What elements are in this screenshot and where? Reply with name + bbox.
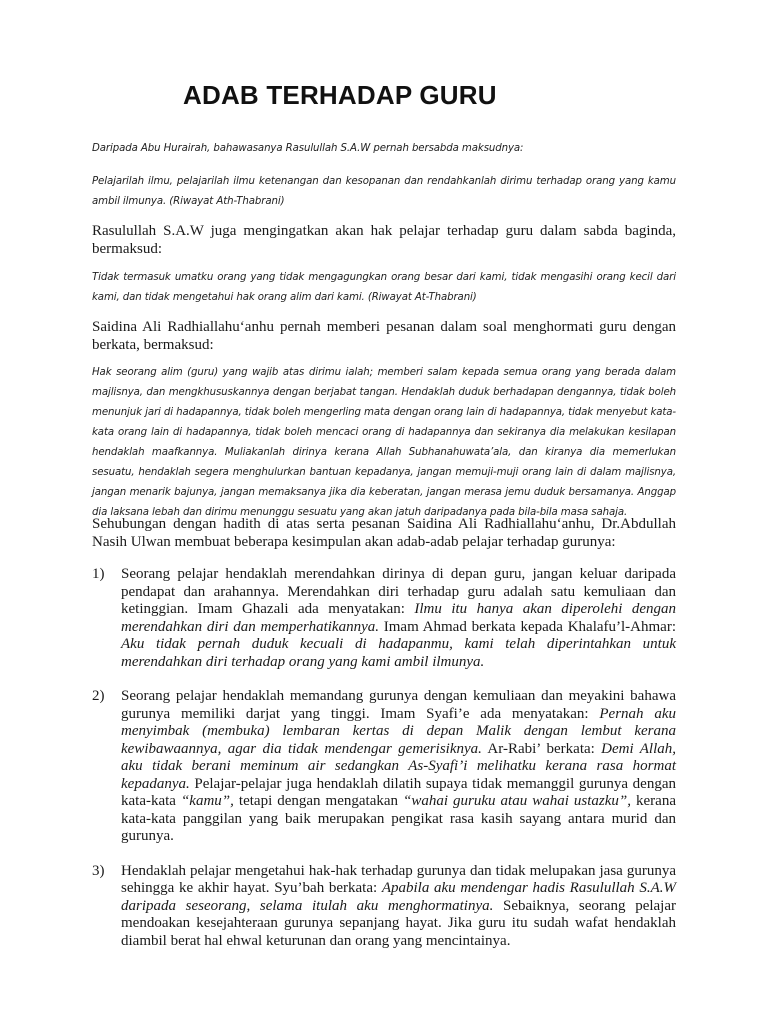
adab-points-list [92, 566, 676, 950]
list-item-text: Hendaklah pelajar mengetahui hak-hak terhadap gurunya dan tidak melupakan jasa gurunya sehingga ke akhir hayat. Syu’bah berkata: Apabila aku mendengar hadis Rasulullah S.A.W daripada seseorang, selama itulah aku menghormatinya. Sebaiknya, seorang pelajar mendoakan kesejahteraan gurunya sepanjang hayat. Jika guru itu sudah wafat hendaklah diambil berat hal ehwal keturunan dan orang yang mencintainya. [121, 862, 676, 949]
list-item-number: 1) [92, 566, 105, 582]
list-item-text: Seorang pelajar hendaklah memandang gurunya dengan kemuliaan dan meyakini bahawa gurunya memiliki darjat yang tinggi. Imam Syafi’e ada menyatakan: Pernah aku menyimbak (membuka) lembaran kertas di depan Malik dengan lembut kerana kewibawaannya, agar dia tidak mendengar gemerisiknya. Ar-Rabi’ berkata: Demi Allah, aku tidak berani meminum air sedangkan As-Syafi’i melihatku kerana rasa hormat kepadanya. Pelajar-pelajar juga hendaklah dilatih supaya tidak memanggil gurunya dengan kata-kata “kamu”, tetapi dengan mengatakan “wahai guruku atau wahai ustazku”, kerana kata-kata panggilan yang baik merupakan pengikat rasa kasih sayang antara murid dan gurunya. [121, 688, 676, 844]
page-title: ADAB TERHADAP GURU [183, 80, 497, 110]
paragraph-conclusion: Sehubungan dengan hadith di atas serta pesanan Saidina Ali Radhiallahu‘anhu, Dr.Abdullah Nasih Ulwan membuat beberapa kesimpulan akan adab-adab pelajar terhadap gurunya: [92, 516, 676, 550]
list-item-number: 3) [92, 862, 105, 879]
list-item-number: 2) [92, 688, 105, 704]
paragraph-saidina-ali: Saidina Ali Radhiallahu‘anhu pernah memberi pesanan dalam soal menghormati guru dengan berkata, bermaksud: [92, 319, 676, 353]
list-item [92, 863, 676, 951]
ali-advice-quote: Hak seorang alim (guru) yang wajib atas dirimu ialah; memberi salam kepada semua orang yang berada dalam majlisnya, dan mengkhususkannya dengan berjabat tangan. Hendaklah duduk berhadapan dengannya, tidak boleh menunjuk jari di hadapannya, tidak boleh mengerling mata dengan orang lain di hadapannya, tidak menyebut kata-kata orang lain di hadapannya, tidak boleh mencaci orang di hadapannya dan sekiranya dia melakukan kesilapan hendaklah maafkannya. Muliakanlah dirinya kerana Allah Subhanahuwata’ala, dan kiranya dia memerlukan sesuatu, hendaklah segera menghulurkan bantuan kepadanya, jangan memuji-muji orang lain di dalam majlisnya, jangan menarik bajunya, jangan memaksanya jika dia keberatan, jangan merasa jemu duduk bersamanya. Anggap dia laksana lebah dan dirimu menunggu sesuatu yang akan jatuh daripadanya pada bila-bila masa sahaja. [92, 367, 676, 518]
paragraph-rasulullah: Rasulullah S.A.W juga mengingatkan akan hak pelajar terhadap guru dalam sabda baginda, bermaksud: [92, 223, 676, 257]
hadith-quote-1: Pelajarilah ilmu, pelajarilah ilmu ketenangan dan kesopanan dan rendahkanlah dirimu terhadap orang yang kamu ambil ilmunya. (Riwayat Ath-Thabrani) [92, 176, 676, 207]
hadith-quote-2: Tidak termasuk umatku orang yang tidak mengagungkan orang besar dari kami, tidak mengasihi orang kecil dari kami, dan tidak mengetahui hak orang alim dari kami. (Riwayat At-Thabrani) [92, 272, 676, 303]
list-item-text: Seorang pelajar hendaklah merendahkan dirinya di depan guru, jangan keluar daripada pendapat dan arahannya. Merendahkan diri terhadap guru adalah satu kemuliaan dan ketinggian. Imam Ghazali ada menyatakan: Ilmu itu hanya akan diperolehi dengan merendahkan diri dan memperhatikannya. Imam Ahmad berkata kepada Khalafu’l-Ahmar: Aku tidak pernah duduk kecuali di hadapanmu, kami telah diperintahkan untuk merendahkan diri terhadap orang yang kami ambil ilmunya. [121, 566, 676, 670]
list-item [92, 566, 676, 671]
intro-line: Daripada Abu Hurairah, bahawasanya Rasulullah S.A.W pernah bersabda maksudnya: [92, 143, 524, 154]
list-item [92, 688, 676, 846]
